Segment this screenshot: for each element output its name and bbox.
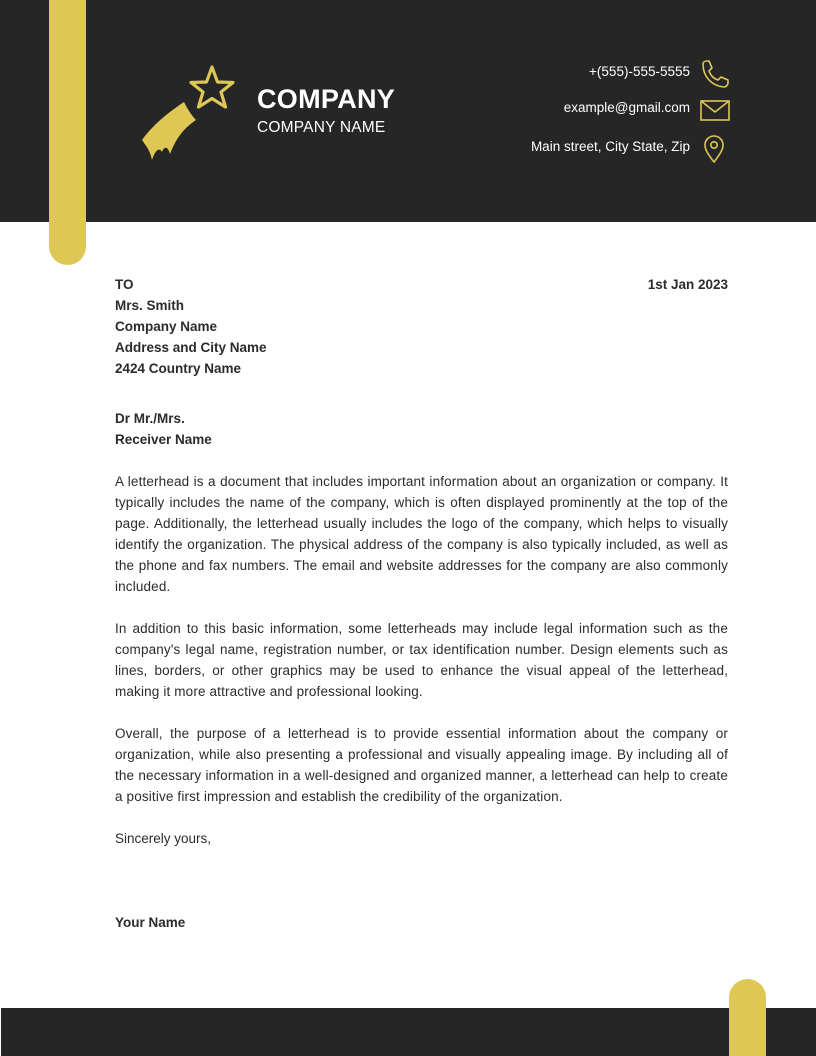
letterhead-header (0, 0, 816, 222)
recipient-company: Company Name (115, 319, 218, 334)
receiver-name: Receiver Name (115, 432, 212, 447)
map-pin-icon (702, 135, 726, 163)
company-title: COMPANY (257, 84, 396, 114)
email-address: example@gmail.com (563, 100, 690, 115)
recipient-address: Address and City Name (115, 340, 267, 355)
street-address: Main street, City State, Zip (530, 139, 690, 154)
closing-line: Sincerely yours, (115, 831, 212, 846)
body-paragraph-2: In addition to this basic information, some letterheads may include legal information such as the company's legal name, registration number, or tax identification number. Design elements such as lines, borders, or other graphics may be used to enhance the visual appeal of the letterhead, making it more attractive and professional looking. (115, 621, 728, 699)
salutation-line: Dr Mr./Mrs. (115, 411, 185, 426)
recipient-to: TO (115, 277, 134, 292)
letterhead-footer (1, 1008, 816, 1056)
recipient-block (115, 274, 728, 379)
phone-number: +(555)-555-5555 (589, 64, 690, 79)
bottom-accent-bar (729, 979, 766, 1056)
phone-icon (699, 59, 729, 89)
envelope-icon (700, 100, 730, 122)
salutation-block (115, 408, 728, 450)
shooting-star-icon (138, 62, 238, 164)
top-accent-bar (49, 0, 86, 265)
company-subtitle: COMPANY NAME (257, 119, 386, 136)
letter-date: 1st Jan 2023 (647, 277, 728, 292)
letter-body (115, 274, 728, 933)
recipient-name: Mrs. Smith (115, 298, 185, 313)
body-paragraph-1: A letterhead is a document that includes important information about an organization or company. It typically includes the name of the company, which is often displayed prominently at the top of the page. Additionally, the letterhead usually includes the logo of the company, which helps to visually identify the organization. The physical address of the company is also typically included, as well as the phone and fax numbers. The email and website addresses for the company are also commonly included. (115, 474, 728, 594)
signature-name: Your Name (115, 915, 186, 930)
recipient-country: 2424 Country Name (115, 361, 242, 376)
body-paragraph-3: Overall, the purpose of a letterhead is to provide essential information about the company or organization, while also presenting a professional and visually appealing image. By including all of the necessary information in a well-designed and organized manner, a letterhead can help to create a positive first impression and establish the credibility of the organization. (115, 726, 728, 804)
